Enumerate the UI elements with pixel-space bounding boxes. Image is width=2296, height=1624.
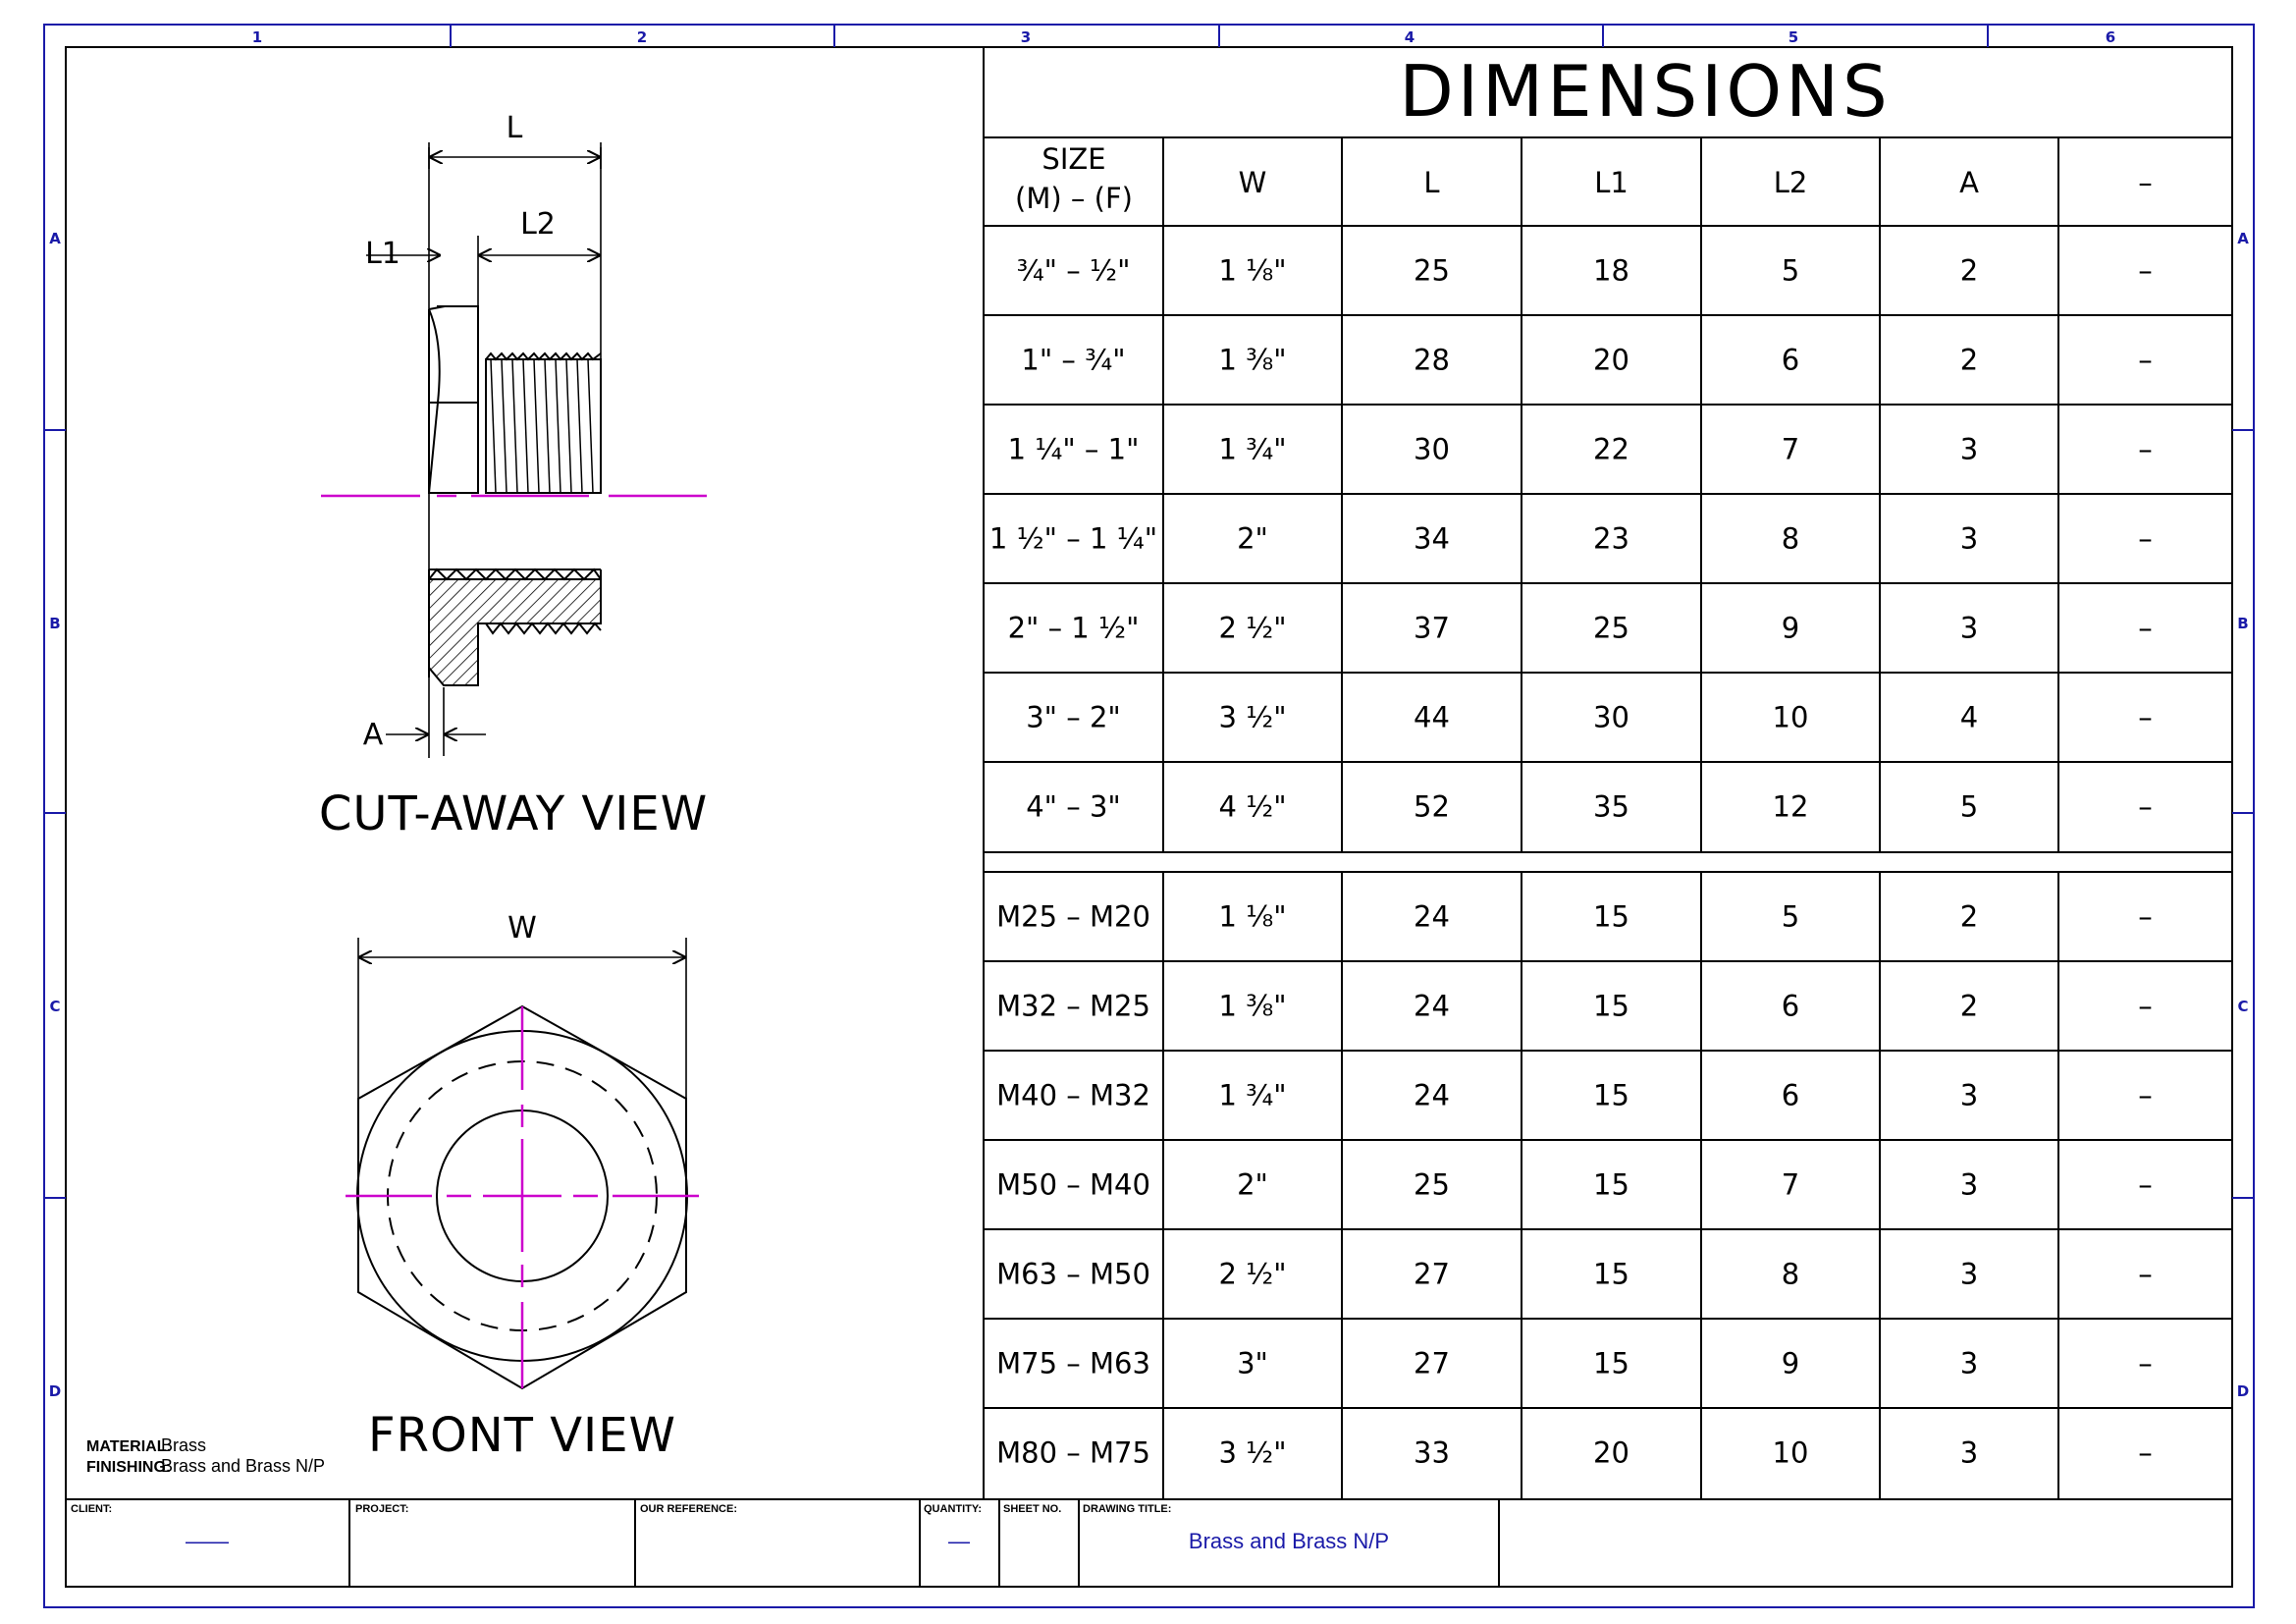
table-cell: 1 ½" – 1 ¼"	[988, 521, 1158, 556]
table-cell: 2"	[1237, 1167, 1268, 1202]
table-header-cell: L2	[1773, 166, 1808, 199]
table-header-cell: L	[1423, 166, 1440, 199]
table-cell: 20	[1593, 1435, 1629, 1470]
table-cell: 3"	[1237, 1346, 1268, 1380]
table-cell: –	[2138, 1078, 2153, 1112]
project-label: PROJECT:	[355, 1503, 409, 1515]
table-cell: 35	[1593, 789, 1629, 824]
table-cell: 22	[1593, 432, 1629, 466]
table-cell: –	[2138, 521, 2153, 556]
table-cell: 1 ⅜"	[1218, 343, 1287, 377]
table-cell: 23	[1593, 521, 1629, 556]
table-cell: 9	[1781, 1346, 1800, 1380]
zone-row-c-right: C	[2237, 998, 2249, 1015]
table-cell: 25	[1414, 1167, 1450, 1202]
front-centerlines	[346, 1006, 699, 1388]
table-cell: 15	[1593, 1078, 1629, 1112]
dim-label-W: W	[507, 911, 537, 946]
table-row	[996, 990, 2153, 1023]
table-cell: 15	[1593, 1167, 1629, 1202]
table-headers	[1239, 166, 2153, 199]
table-cell: –	[2138, 1435, 2153, 1470]
table-cell: 6	[1781, 989, 1800, 1023]
table-cell: 3	[1959, 1435, 1979, 1470]
table-cell: 2"	[1237, 521, 1268, 556]
table-cell: –	[2138, 899, 2153, 934]
table-cell: 2 ½"	[1218, 1257, 1287, 1291]
table-cell: 8	[1781, 521, 1800, 556]
table-cell: 34	[1414, 521, 1450, 556]
table-row	[996, 1079, 2153, 1112]
quantity-label: QUANTITY:	[924, 1503, 983, 1515]
material-key: MATERIAL:	[86, 1438, 172, 1455]
zone-column-ticks	[451, 25, 1988, 47]
table-cell: M32 – M25	[996, 989, 1150, 1023]
table-cell: 15	[1593, 899, 1629, 934]
zone-row-a-left: A	[49, 230, 61, 247]
table-cell: ¾" – ½"	[1016, 253, 1131, 288]
table-row	[1021, 344, 2152, 377]
dim-label-L2: L2	[520, 207, 556, 242]
zone-col-6: 6	[2105, 28, 2116, 46]
section-hatch	[429, 579, 601, 685]
table-cell: 1" – ¾"	[1021, 343, 1126, 377]
table-row	[996, 900, 2153, 934]
table-cell: M25 – M20	[996, 899, 1150, 934]
table-cell: M40 – M32	[996, 1078, 1150, 1112]
finishing-key: FINISHING:	[86, 1459, 172, 1476]
table-cell: 4	[1959, 700, 1979, 734]
table-cell: 25	[1414, 253, 1450, 288]
table-cell: 15	[1593, 989, 1629, 1023]
table-cell: 3 ½"	[1218, 1435, 1287, 1470]
zone-col-3: 3	[1020, 28, 1032, 46]
client-label: CLIENT:	[71, 1503, 113, 1515]
dim-label-A: A	[362, 718, 384, 752]
finishing-value: Brass and Brass N/P	[161, 1456, 326, 1476]
upper-thread	[486, 353, 601, 493]
table-cell: 30	[1414, 432, 1450, 466]
table-cell: –	[2138, 1346, 2153, 1380]
table-cell: 1 ¾"	[1218, 1078, 1287, 1112]
table-cell: 4" – 3"	[1026, 789, 1121, 824]
table-cell: 30	[1593, 700, 1629, 734]
table-cell: –	[2138, 789, 2153, 824]
title-block-labels	[71, 1503, 1389, 1553]
cutaway-view	[429, 147, 601, 758]
table-cell: 2" – 1 ½"	[1007, 611, 1140, 645]
table-row	[996, 1347, 2153, 1380]
table-cell: M63 – M50	[996, 1257, 1150, 1291]
table-cell: 24	[1414, 1078, 1450, 1112]
table-cell: 33	[1414, 1435, 1450, 1470]
dim-label-L1: L1	[365, 237, 400, 271]
table-row	[996, 1258, 2153, 1291]
table-cell: 8	[1781, 1257, 1800, 1291]
table-row	[996, 1436, 2153, 1470]
table-cell: 3 ½"	[1218, 700, 1287, 734]
table-cell: 15	[1593, 1346, 1629, 1380]
table-cell: 7	[1781, 432, 1800, 466]
table-cell: 3	[1959, 1257, 1979, 1291]
drawing-title-label: DRAWING TITLE:	[1083, 1503, 1172, 1515]
zone-row-b-left: B	[49, 615, 61, 632]
table-cell: 3	[1959, 1167, 1979, 1202]
table-cell: 15	[1593, 1257, 1629, 1291]
zone-col-1: 1	[251, 28, 263, 46]
client-value: ——	[186, 1529, 229, 1553]
table-cell: 4 ½"	[1218, 789, 1287, 824]
zone-col-5: 5	[1788, 28, 1799, 46]
table-row	[1026, 790, 2153, 824]
table-header-cell: –	[2138, 166, 2153, 199]
table-cell: 9	[1781, 611, 1800, 645]
table-cell: 2 ½"	[1218, 611, 1287, 645]
table-row	[1017, 254, 2153, 288]
zone-row-c-left: C	[49, 998, 61, 1015]
table-cell: 3	[1959, 521, 1979, 556]
table-row	[1008, 433, 2153, 466]
table-cell: 10	[1772, 700, 1809, 734]
table-cell: 2	[1959, 989, 1979, 1023]
table-cell: 2	[1959, 343, 1979, 377]
zone-row-d-left: D	[48, 1382, 62, 1400]
table-cell: 1 ⅛"	[1218, 899, 1287, 934]
quantity-value: —	[948, 1529, 970, 1553]
sheet-label: SHEET NO.	[1003, 1503, 1062, 1515]
table-cell: –	[2138, 253, 2153, 288]
table-cell: –	[2138, 432, 2153, 466]
dimensions-title: DIMENSIONS	[1399, 50, 1892, 133]
material-notes	[86, 1435, 325, 1476]
table-header-cell: W	[1238, 166, 1267, 199]
table-cell: 25	[1593, 611, 1629, 645]
table-cell: 24	[1414, 989, 1450, 1023]
zone-col-2: 2	[636, 28, 648, 46]
table-cell: 3" – 2"	[1026, 700, 1121, 734]
table-cell: 1 ¼" – 1"	[1007, 432, 1140, 466]
table-cell: –	[2138, 1167, 2153, 1202]
material-value: Brass	[161, 1435, 207, 1455]
table-cell: 6	[1781, 343, 1800, 377]
reference-label: OUR REFERENCE:	[640, 1503, 738, 1515]
table-cell: 10	[1772, 1435, 1809, 1470]
header-size-line2: (M) – (F)	[1015, 182, 1133, 215]
table-header-cell: A	[1959, 166, 1979, 199]
table-cell: –	[2138, 343, 2153, 377]
front-view-title: FRONT VIEW	[367, 1408, 677, 1463]
table-cell: 44	[1414, 700, 1450, 734]
header-size-line1: SIZE	[1041, 142, 1106, 176]
table-cell: 1 ⅛"	[1218, 253, 1287, 288]
table-cell: 28	[1414, 343, 1450, 377]
table-cell: 7	[1781, 1167, 1800, 1202]
table-cell: 6	[1781, 1078, 1800, 1112]
table-cell: –	[2138, 611, 2153, 645]
table-cell: 37	[1414, 611, 1450, 645]
table-cell: M50 – M40	[996, 1167, 1150, 1202]
table-cell: 2	[1959, 899, 1979, 934]
table-cell: –	[2138, 700, 2153, 734]
table-cell: 3	[1959, 432, 1979, 466]
table-cell: 2	[1959, 253, 1979, 288]
table-row	[1026, 701, 2153, 734]
table-row	[1008, 612, 2153, 645]
table-cell: M80 – M75	[996, 1435, 1150, 1470]
table-cell: 1 ⅜"	[1218, 989, 1287, 1023]
table-cell: 1 ¾"	[1218, 432, 1287, 466]
table-cell: 52	[1414, 789, 1450, 824]
table-row	[996, 1168, 2153, 1202]
table-cell: 27	[1414, 1346, 1450, 1380]
table-cell: 3	[1959, 611, 1979, 645]
zone-row-d-right: D	[2236, 1382, 2250, 1400]
table-cell: 3	[1959, 1078, 1979, 1112]
table-cell: –	[2138, 1257, 2153, 1291]
dim-label-L: L	[506, 111, 523, 145]
hex-head-upper	[429, 306, 478, 493]
zone-col-4: 4	[1404, 28, 1415, 46]
table-cell: 5	[1781, 253, 1800, 288]
table-cell: 27	[1414, 1257, 1450, 1291]
table-cell: 12	[1772, 789, 1809, 824]
table-cell: –	[2138, 989, 2153, 1023]
table-header-cell: L1	[1594, 166, 1629, 199]
zone-row-b-right: B	[2237, 615, 2249, 632]
table-cell: 18	[1593, 253, 1629, 288]
table-cell: 20	[1593, 343, 1629, 377]
table-cell: 5	[1959, 789, 1979, 824]
table-cell: 5	[1781, 899, 1800, 934]
table-cell: 24	[1414, 899, 1450, 934]
zone-row-a-right: A	[2237, 230, 2249, 247]
cutaway-view-title: CUT-AWAY VIEW	[318, 786, 709, 841]
drawing-title-value: Brass and Brass N/P	[1188, 1529, 1390, 1553]
table-cell: 3	[1959, 1346, 1979, 1380]
table-cell: M75 – M63	[996, 1346, 1150, 1380]
